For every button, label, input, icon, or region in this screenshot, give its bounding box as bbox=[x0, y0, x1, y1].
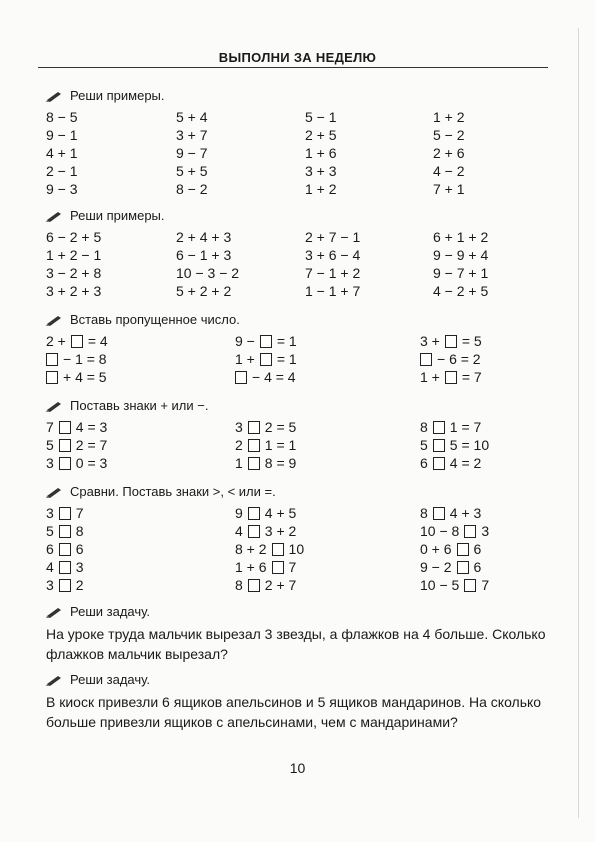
expression-part: 4 bbox=[46, 559, 54, 575]
section-2-title-text: Реши примеры. bbox=[70, 208, 165, 223]
expression-part: 4 = 2 bbox=[449, 455, 482, 471]
expression-part: 3 bbox=[481, 523, 490, 539]
section-6-title bbox=[46, 604, 150, 619]
expression: 9 − 1 bbox=[46, 127, 78, 143]
header-divider bbox=[38, 67, 548, 68]
answer-box[interactable] bbox=[420, 353, 432, 366]
section-4-title bbox=[46, 398, 208, 413]
s4-col-1 bbox=[46, 418, 107, 472]
expression-part: 7 bbox=[288, 559, 297, 575]
expression-part: 1 bbox=[235, 455, 243, 471]
fill-in-row bbox=[46, 436, 107, 454]
fill-in-row bbox=[235, 436, 296, 454]
expression: 10 − 3 − 2 bbox=[176, 265, 240, 281]
answer-box[interactable] bbox=[433, 439, 445, 452]
expression: 1 + 2 − 1 bbox=[46, 247, 102, 263]
expression: 9 − 9 + 4 bbox=[433, 247, 489, 263]
expression-part: 6 bbox=[473, 541, 482, 557]
expression: 3 + 7 bbox=[176, 127, 208, 143]
expression: 5 + 4 bbox=[176, 109, 208, 125]
expression: 8 − 2 bbox=[176, 181, 208, 197]
expression-part: 2 = 5 bbox=[264, 419, 297, 435]
fill-in-row bbox=[46, 368, 108, 386]
expression-part: 3 bbox=[46, 505, 54, 521]
answer-box[interactable] bbox=[46, 353, 58, 366]
page-header-title: ВЫПОЛНИ ЗА НЕДЕЛЮ bbox=[218, 50, 377, 65]
section-2-title bbox=[46, 208, 165, 223]
pencil-icon bbox=[46, 314, 62, 326]
section-1-title bbox=[46, 88, 165, 103]
pencil-icon bbox=[46, 486, 62, 498]
expression: 1 − 1 + 7 bbox=[305, 283, 361, 299]
expression: 2 + 4 + 3 bbox=[176, 229, 232, 245]
answer-box[interactable] bbox=[457, 561, 469, 574]
expression: 3 + 6 − 4 bbox=[305, 247, 361, 263]
section-4-title-text: Поставь знаки + или −. bbox=[70, 398, 209, 413]
answer-box[interactable] bbox=[59, 507, 71, 520]
expression-part: 6 bbox=[420, 455, 428, 471]
fill-in-row bbox=[235, 332, 297, 350]
fill-in-row bbox=[235, 504, 304, 522]
answer-box[interactable] bbox=[46, 371, 58, 384]
answer-box[interactable] bbox=[59, 439, 71, 452]
fill-in-row bbox=[235, 350, 297, 368]
fill-in-row bbox=[46, 418, 107, 436]
fill-in-row bbox=[420, 332, 482, 350]
expression-part: + 4 = 5 bbox=[63, 369, 107, 385]
expression-part: 1 + bbox=[235, 351, 255, 367]
answer-box[interactable] bbox=[71, 335, 83, 348]
expression-part: 6 bbox=[46, 541, 54, 557]
expression: 9 − 3 bbox=[46, 181, 78, 197]
expression-part: 8 bbox=[235, 577, 243, 593]
answer-box[interactable] bbox=[464, 525, 476, 538]
expression-part: 7 bbox=[46, 419, 54, 435]
fill-in-row bbox=[235, 522, 304, 540]
expression-part: 4 + 5 bbox=[264, 505, 297, 521]
answer-box[interactable] bbox=[272, 561, 284, 574]
fill-in-row bbox=[420, 504, 489, 522]
expression: 6 − 1 + 3 bbox=[176, 247, 232, 263]
s2-col-3 bbox=[305, 228, 360, 300]
fill-in-row bbox=[235, 418, 296, 436]
expression-part: − 1 = 8 bbox=[63, 351, 107, 367]
expression: 2 + 7 − 1 bbox=[305, 229, 361, 245]
expression: 1 + 2 bbox=[433, 109, 465, 125]
expression: 4 − 2 bbox=[433, 163, 465, 179]
s4-col-2 bbox=[235, 418, 296, 472]
expression: 8 − 5 bbox=[46, 109, 78, 125]
answer-box[interactable] bbox=[59, 561, 71, 574]
fill-in-row bbox=[420, 522, 489, 540]
expression-part: 1 + 6 bbox=[235, 559, 267, 575]
answer-box[interactable] bbox=[248, 421, 260, 434]
pencil-icon bbox=[46, 400, 62, 412]
fill-in-row bbox=[235, 576, 304, 594]
s5-col-2 bbox=[235, 504, 304, 594]
expression-part: 9 bbox=[235, 505, 243, 521]
expression-part: 10 bbox=[288, 541, 305, 557]
expression-part: − 4 = 4 bbox=[252, 369, 296, 385]
expression-part: 2 bbox=[235, 437, 243, 453]
expression: 5 − 2 bbox=[433, 127, 465, 143]
expression-part: = 1 bbox=[276, 351, 297, 367]
task-2-text: В киоск привезли 6 ящиков апельсинов и 5 ящиков мандаринов. На сколько больше привезли ящиков с апельсинами, чем с мандаринами? bbox=[46, 694, 542, 730]
expression-part: 7 bbox=[481, 577, 490, 593]
expression: 4 + 1 bbox=[46, 145, 78, 161]
expression: 9 − 7 bbox=[176, 145, 208, 161]
expression-part: 7 bbox=[75, 505, 84, 521]
expression-part: 5 bbox=[46, 437, 54, 453]
answer-box[interactable] bbox=[464, 579, 476, 592]
section-7-title-text: Реши задачу. bbox=[70, 672, 150, 687]
pencil-icon bbox=[46, 210, 62, 222]
task-1-text: На уроке труда мальчик вырезал 3 звезды, а флажков на 4 больше. Сколько флажков мальчик вырезал? bbox=[46, 626, 546, 662]
fill-in-row bbox=[46, 522, 84, 540]
expression-part: − 6 = 2 bbox=[437, 351, 481, 367]
page-number: 10 bbox=[289, 760, 306, 776]
fill-in-row bbox=[235, 368, 297, 386]
expression-part: 3 bbox=[235, 419, 243, 435]
expression-part: 3 + 2 bbox=[264, 523, 297, 539]
expression: 4 − 2 + 5 bbox=[433, 283, 489, 299]
s2-col-1 bbox=[46, 228, 101, 300]
expression-part: 5 bbox=[46, 523, 54, 539]
expression-part: 9 − 2 bbox=[420, 559, 452, 575]
section-3-title-text: Вставь пропущенное число. bbox=[70, 312, 240, 327]
s1-col-1 bbox=[46, 108, 78, 198]
expression-part: 3 bbox=[46, 455, 54, 471]
expression-part: 3 bbox=[75, 559, 84, 575]
s5-col-3 bbox=[420, 504, 489, 594]
expression-part: 2 + 7 bbox=[264, 577, 297, 593]
fill-in-row bbox=[46, 540, 84, 558]
pencil-icon bbox=[46, 606, 62, 618]
s3-col-2 bbox=[235, 332, 297, 386]
expression: 2 + 5 bbox=[305, 127, 337, 143]
fill-in-row bbox=[46, 454, 107, 472]
s2-col-2 bbox=[176, 228, 239, 300]
s5-col-1 bbox=[46, 504, 84, 594]
answer-box[interactable] bbox=[248, 457, 260, 470]
fill-in-row bbox=[46, 576, 84, 594]
fill-in-row bbox=[235, 558, 304, 576]
expression: 7 + 1 bbox=[433, 181, 465, 197]
s1-col-2 bbox=[176, 108, 208, 198]
fill-in-row bbox=[46, 504, 84, 522]
expression-part: 9 − bbox=[235, 333, 255, 349]
expression: 3 + 3 bbox=[305, 163, 337, 179]
answer-box[interactable] bbox=[433, 421, 445, 434]
fill-in-row bbox=[420, 368, 482, 386]
expression-part: 8 bbox=[420, 419, 428, 435]
expression-part: 3 bbox=[46, 577, 54, 593]
section-1-title-text: Реши примеры. bbox=[70, 88, 165, 103]
fill-in-row bbox=[235, 454, 296, 472]
fill-in-row bbox=[420, 540, 489, 558]
fill-in-row bbox=[420, 454, 489, 472]
expression-part: 8 bbox=[75, 523, 84, 539]
answer-box[interactable] bbox=[248, 525, 260, 538]
fill-in-row bbox=[235, 540, 304, 558]
expression-part: 3 + bbox=[420, 333, 440, 349]
expression-part: 4 + 3 bbox=[449, 505, 482, 521]
expression-part: 6 bbox=[75, 541, 84, 557]
fill-in-row bbox=[420, 576, 489, 594]
s1-col-3 bbox=[305, 108, 337, 198]
pencil-icon bbox=[46, 90, 62, 102]
expression-part: = 7 bbox=[461, 369, 482, 385]
fill-in-row bbox=[46, 350, 108, 368]
s3-col-3 bbox=[420, 332, 482, 386]
expression: 2 + 6 bbox=[433, 145, 465, 161]
expression: 5 + 2 + 2 bbox=[176, 283, 232, 299]
expression-part: = 1 bbox=[276, 333, 297, 349]
section-6-title-text: Реши задачу. bbox=[70, 604, 150, 619]
answer-box[interactable] bbox=[433, 507, 445, 520]
answer-box[interactable] bbox=[260, 353, 272, 366]
answer-box[interactable] bbox=[59, 543, 71, 556]
expression-part: 5 bbox=[420, 437, 428, 453]
answer-box[interactable] bbox=[59, 421, 71, 434]
expression-part: = 4 bbox=[87, 333, 108, 349]
section-3-title bbox=[46, 312, 240, 327]
expression: 9 − 7 + 1 bbox=[433, 265, 489, 281]
expression-part: 2 + bbox=[46, 333, 66, 349]
expression-part: 0 + 6 bbox=[420, 541, 452, 557]
fill-in-row bbox=[46, 558, 84, 576]
expression-part: 5 = 10 bbox=[449, 437, 490, 453]
s3-col-1 bbox=[46, 332, 108, 386]
answer-box[interactable] bbox=[445, 335, 457, 348]
expression-part: = 5 bbox=[461, 333, 482, 349]
expression-part: 1 = 1 bbox=[264, 437, 297, 453]
pencil-icon bbox=[46, 674, 62, 686]
expression: 6 + 1 + 2 bbox=[433, 229, 489, 245]
expression: 5 + 5 bbox=[176, 163, 208, 179]
answer-box[interactable] bbox=[248, 579, 260, 592]
expression-part: 1 = 7 bbox=[449, 419, 482, 435]
expression: 1 + 6 bbox=[305, 145, 337, 161]
expression: 7 − 1 + 2 bbox=[305, 265, 361, 281]
answer-box[interactable] bbox=[248, 507, 260, 520]
answer-box[interactable] bbox=[272, 543, 284, 556]
expression-part: 1 + bbox=[420, 369, 440, 385]
expression: 1 + 2 bbox=[305, 181, 337, 197]
expression: 5 − 1 bbox=[305, 109, 337, 125]
expression-part: 2 = 7 bbox=[75, 437, 108, 453]
expression-part: 0 = 3 bbox=[75, 455, 108, 471]
expression: 2 − 1 bbox=[46, 163, 78, 179]
fill-in-row bbox=[420, 350, 482, 368]
expression-part: 10 − 5 bbox=[420, 577, 460, 593]
answer-box[interactable] bbox=[260, 335, 272, 348]
section-7-title bbox=[46, 672, 150, 687]
answer-box[interactable] bbox=[235, 371, 247, 384]
answer-box[interactable] bbox=[248, 439, 260, 452]
s2-col-4 bbox=[433, 228, 488, 300]
answer-box[interactable] bbox=[59, 579, 71, 592]
expression: 6 − 2 + 5 bbox=[46, 229, 102, 245]
section-5-title bbox=[46, 484, 276, 499]
answer-box[interactable] bbox=[59, 457, 71, 470]
expression-part: 8 bbox=[420, 505, 428, 521]
fill-in-row bbox=[420, 558, 489, 576]
expression-part: 8 = 9 bbox=[264, 455, 297, 471]
fill-in-row bbox=[46, 332, 108, 350]
answer-box[interactable] bbox=[457, 543, 469, 556]
fill-in-row bbox=[420, 418, 489, 436]
expression-part: 6 bbox=[473, 559, 482, 575]
fill-in-row bbox=[420, 436, 489, 454]
s1-col-4 bbox=[433, 108, 465, 198]
expression-part: 4 bbox=[235, 523, 243, 539]
expression-part: 8 + 2 bbox=[235, 541, 267, 557]
expression: 3 − 2 + 8 bbox=[46, 265, 102, 281]
answer-box[interactable] bbox=[445, 371, 457, 384]
s4-col-3 bbox=[420, 418, 489, 472]
expression: 3 + 2 + 3 bbox=[46, 283, 102, 299]
answer-box[interactable] bbox=[59, 525, 71, 538]
expression-part: 4 = 3 bbox=[75, 419, 108, 435]
expression-part: 2 bbox=[75, 577, 84, 593]
expression-part: 10 − 8 bbox=[420, 523, 460, 539]
answer-box[interactable] bbox=[433, 457, 445, 470]
section-5-title-text: Сравни. Поставь знаки >, < или =. bbox=[70, 484, 276, 499]
